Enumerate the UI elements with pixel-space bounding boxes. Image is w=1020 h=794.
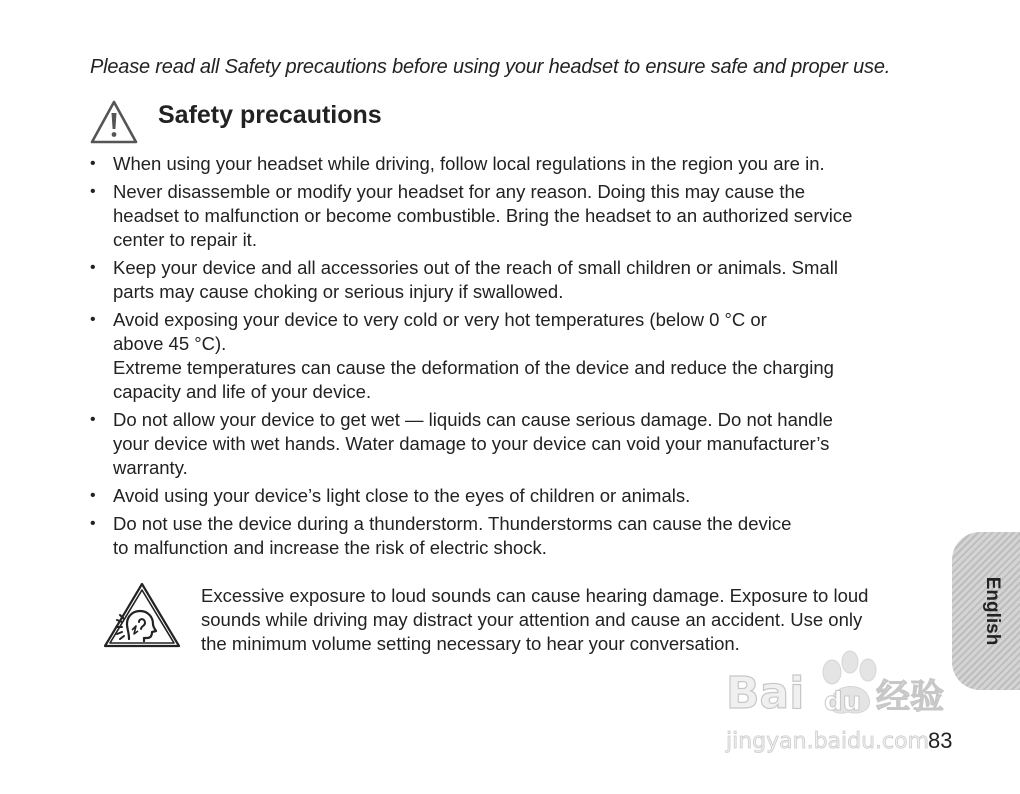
bullet-item <box>90 512 935 560</box>
bullet-line: • Keep your device and all accessories out of the reach of small children or animals. Small <box>113 257 838 278</box>
bullet-item <box>90 180 935 252</box>
bullet-item <box>90 308 935 404</box>
bullet-line: parts may cause choking or serious injury if swallowed. <box>113 281 564 302</box>
hearing-damage-icon <box>103 582 181 648</box>
bullet-line: • Avoid using your device’s light close to the eyes of children or animals. <box>113 485 691 506</box>
bullet-line: Extreme temperatures can cause the deformation of the device and reduce the charging <box>113 357 834 378</box>
language-tab-label: English <box>982 576 1003 646</box>
bullet-line: headset to malfunction or become combustible. Bring the headset to an authorized service <box>113 205 853 226</box>
safety-bullet-list <box>90 152 935 564</box>
svg-text:Bai: Bai <box>726 668 805 719</box>
bullet-line: warranty. <box>113 457 188 478</box>
intro-text: Please read all Safety precautions before using your headset to ensure safe and proper use. <box>90 56 891 78</box>
bullet-item <box>90 152 935 176</box>
svg-text:jingyan.baidu.com: jingyan.baidu.com <box>726 729 930 754</box>
bullet-line: your device with wet hands. Water damage to your device can void your manufacturer’s <box>113 433 830 454</box>
section-title: Safety precautions <box>158 101 382 129</box>
bullet-line: above 45 °C). <box>113 333 227 354</box>
hearing-warning-line: the minimum volume setting necessary to hear your conversation. <box>201 633 740 654</box>
baidu-jingyan-watermark <box>724 640 960 756</box>
bullet-line: to malfunction and increase the risk of electric shock. <box>113 537 547 558</box>
warning-triangle-icon <box>89 99 139 145</box>
bullet-line: • Do not allow your device to get wet — liquids can cause serious damage. Do not handle <box>113 409 833 430</box>
language-tab <box>952 532 1020 690</box>
svg-text:du: du <box>824 687 862 717</box>
svg-text:经验: 经验 <box>876 677 944 717</box>
bullet-line: capacity and life of your device. <box>113 381 372 402</box>
bullet-line: • Never disassemble or modify your headset for any reason. Doing this may cause the <box>113 181 806 202</box>
bullet-line: • When using your headset while driving, follow local regulations in the region you are in. <box>113 153 825 174</box>
bullet-item <box>90 256 935 304</box>
bullet-line: • Avoid exposing your device to very cold or very hot temperatures (below 0 °C or <box>113 309 767 330</box>
page-number: 83 <box>928 728 953 753</box>
bullet-item <box>90 408 935 480</box>
bullet-item <box>90 484 935 508</box>
bullet-line: • Do not use the device during a thunderstorm. Thunderstorms can cause the device <box>113 513 792 534</box>
hearing-warning-line: Excessive exposure to loud sounds can cause hearing damage. Exposure to loud <box>201 585 869 606</box>
bullet-line: center to repair it. <box>113 229 257 250</box>
hearing-warning-line: sounds while driving may distract your attention and cause an accident. Use only <box>201 609 863 630</box>
